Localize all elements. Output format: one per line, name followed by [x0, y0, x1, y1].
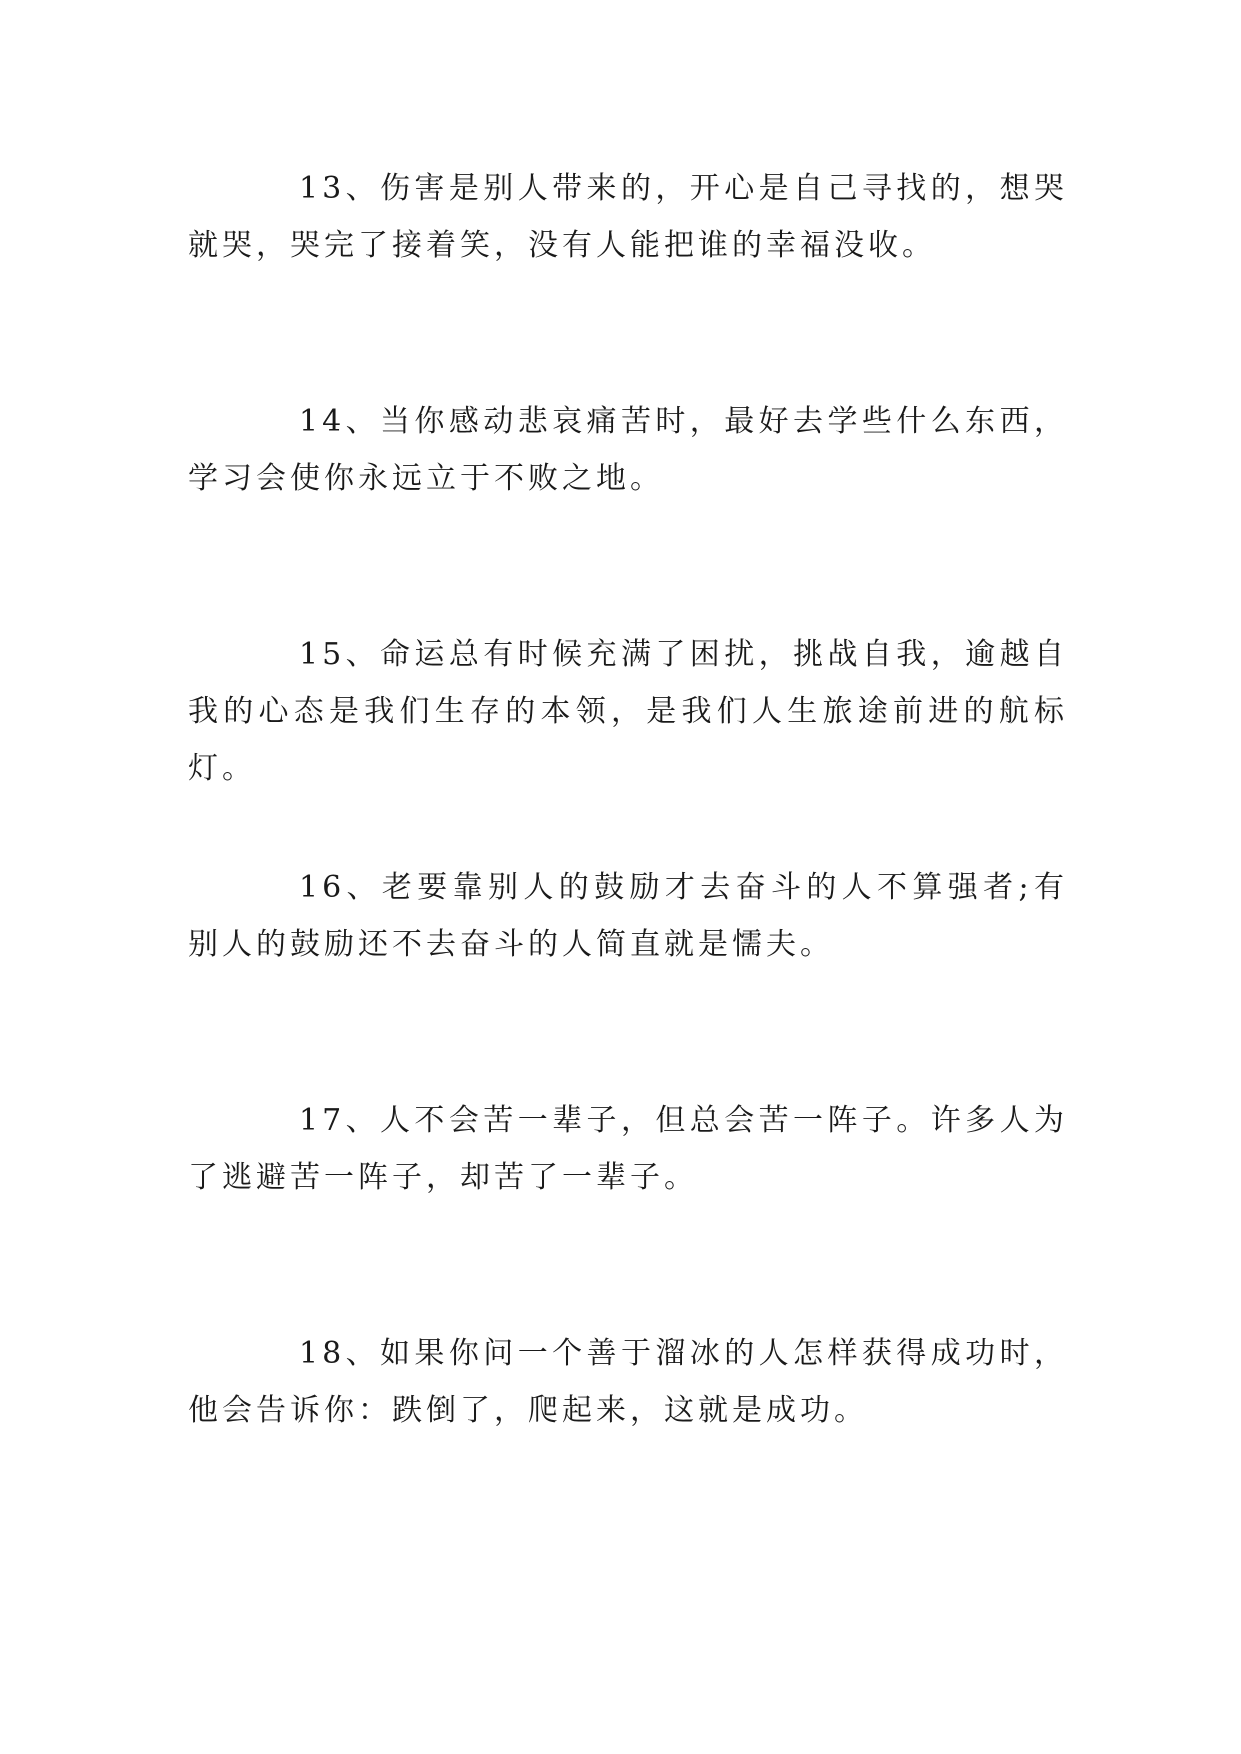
paragraph-14: 14、当你感动悲哀痛苦时，最好去学些什么东西，学习会使你永远立于不败之地。: [188, 404, 1068, 496]
paragraph-15: 15、命运总有时候充满了困扰，挑战自我，逾越自我的心态是我们生存的本领，是我们人生旅途前进的航标灯。: [188, 637, 1068, 786]
paragraph-17: 17、人不会苦一辈子，但总会苦一阵子。许多人为了逃避苦一阵子，却苦了一辈子。: [188, 1103, 1068, 1195]
paragraph-13: 13、伤害是别人带来的，开心是自己寻找的，想哭就哭，哭完了接着笑，没有人能把谁的幸福没收。: [188, 171, 1068, 263]
paragraph-16: 16、老要靠别人的鼓励才去奋斗的人不算强者;有别人的鼓励还不去奋斗的人简直就是懦夫。: [188, 870, 1068, 962]
paragraph-18: 18、如果你问一个善于溜冰的人怎样获得成功时，他会告诉你：跌倒了，爬起来，这就是成功。: [188, 1336, 1068, 1428]
